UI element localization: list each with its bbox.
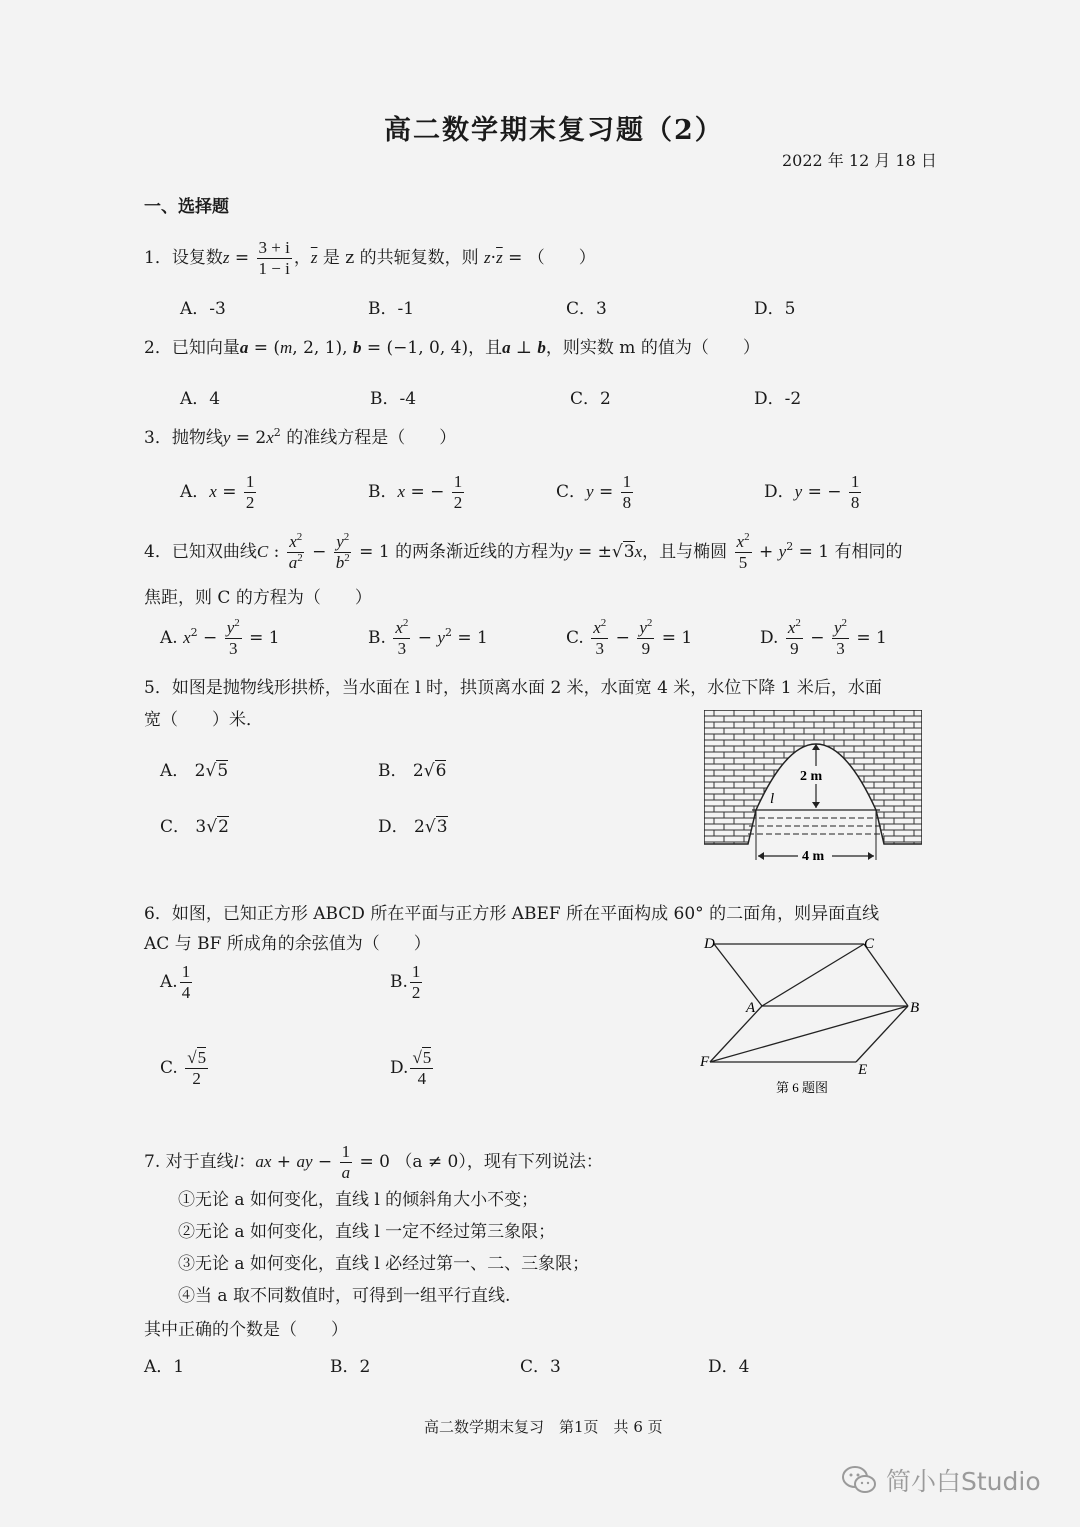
q1-option-a: A．-3	[180, 299, 226, 319]
q4-option-a: A. $x^2$ − $\frac{y^2}{3}$ = 1	[160, 617, 280, 658]
q2-option-a: A．4	[180, 389, 221, 409]
water-line-label: l	[770, 791, 775, 807]
wechat-icon	[842, 1465, 876, 1495]
q5-line2: 宽（ ）米．	[144, 710, 263, 730]
q2-option-c: C．2	[570, 389, 611, 409]
watermark	[842, 1462, 1041, 1498]
question-2: 2．已知向量a = (m, 2, 1), b = (−1, 0, 4)，且a ⊥ b，则实数 m 的值为（ ）	[144, 338, 760, 358]
q5-option-b: B． 2√6	[378, 761, 447, 781]
q7-option-b: B．2	[330, 1357, 371, 1377]
width-label: 4 m	[802, 849, 825, 860]
q4-mid: 的两条渐近线的方程为	[395, 542, 566, 562]
q5-option-a: A． 2√5	[160, 761, 229, 781]
q4-lead: 4．已知双曲线	[144, 542, 257, 562]
q2-option-d: D．-2	[754, 389, 802, 409]
q7-question: 其中正确的个数是（ ）	[144, 1320, 348, 1340]
q3-option-d: D．y = − $\frac{1}{8}$	[764, 472, 860, 512]
q2-mid: ，且	[468, 338, 503, 358]
point-b: B	[910, 1000, 920, 1016]
q6-option-b: B. $\frac{1}{2}$	[390, 962, 421, 1002]
q3-option-b: B．x = − $\frac{1}{2}$	[368, 472, 463, 512]
q7-statement-3: ③无论 a 如何变化，直线 l 必经过第一、二、三象限；	[178, 1254, 590, 1274]
q6-option-c: C. $\frac{√5}{2}$	[160, 1048, 207, 1088]
q5-option-d: D． 2√3	[378, 817, 448, 837]
q3-option-c: C．y = $\frac{1}{8}$	[556, 472, 632, 512]
q7-option-d: D．4	[708, 1357, 750, 1377]
q5-line1: 5．如图是抛物线形拱桥，当水面在 l 时，拱顶离水面 2 米，水面宽 4 米，水位下降 1 米后，水面	[144, 678, 882, 698]
q7-tail: （a ≠ 0），现有下列说法：	[395, 1152, 603, 1172]
question-3: 3．抛物线$y = 2x^2$ 的准线方程是（ ）	[144, 426, 457, 448]
q1-option-d: D．5	[754, 299, 796, 319]
q7-statement-4: ④当 a 取不同数值时，可得到一组平行直线.	[178, 1286, 511, 1306]
q5-option-c: C． 3√2	[160, 817, 229, 837]
q1-option-c: C．3	[566, 299, 607, 319]
point-c: C	[864, 936, 875, 952]
arch-bridge-figure	[704, 710, 922, 860]
q4-line2: 焦距，则 C 的方程为（ ）	[144, 588, 372, 608]
q4-option-c: C. $\frac{x^2}{3}$ − $\frac{y^2}{9}$ = 1	[566, 617, 693, 658]
q1-option-b: B．-1	[368, 299, 415, 319]
q1-lead: 1．设复数	[144, 248, 223, 268]
q4-option-d: D. $\frac{x^2}{9}$ − $\frac{y^2}{3}$ = 1	[760, 617, 887, 658]
q6-option-d: D. $\frac{√5}{4}$	[390, 1048, 432, 1088]
q6-option-a: A. $\frac{1}{4}$	[160, 962, 191, 1002]
height-label: 2 m	[800, 769, 823, 784]
point-d: D	[704, 936, 715, 952]
q7-statement-2: ②无论 a 如何变化，直线 l 一定不经过第三象限；	[178, 1222, 556, 1242]
q1-tail: （ ）	[527, 248, 596, 268]
question-1: 1．设复数z = $\frac{3 + i}{1 - i}$ ，$\overline{z}$ 是 z 的共轭复数，则 $z\cdot\overline{z}$ = （ ）	[144, 238, 596, 278]
q2-tail: ，则实数 m 的值为（ ）	[545, 338, 760, 358]
q4-option-b: B. $\frac{x^2}{3}$ − $y^2 = 1$	[368, 617, 488, 658]
exam-date: 2022 年 12 月 18 日	[782, 151, 937, 170]
page-title: 高二数学期末复习题（2）	[384, 115, 724, 146]
q3-option-a: A．x = $\frac{1}{2}$	[180, 472, 255, 512]
q3-lead: 3．抛物线	[144, 428, 223, 448]
figure-caption: 第 6 题图	[776, 1080, 829, 1095]
q2-option-b: B．-4	[370, 389, 417, 409]
q7-lead: 7. 对于直线	[144, 1152, 234, 1172]
section-heading: 一、选择题	[144, 197, 229, 217]
q2-lead: 2．已知向量	[144, 338, 240, 358]
q7-statement-1: ①无论 a 如何变化，直线 l 的倾斜角大小不变；	[178, 1190, 539, 1210]
q1-rest: 是 z 的共轭复数，则	[322, 248, 479, 268]
question-4: 4．已知双曲线C : $\frac{x^2}{a^2}$ − $\frac{y^2}{b^2}$ = 1 的两条渐近线的方程为y = ±√3x，且与椭圆 $\frac{x^2}{5}$ + $y^2 = 1$ 有相同的	[144, 531, 903, 572]
point-a: A	[746, 1000, 756, 1016]
page-footer: 高二数学期末复习 第1页 共 6 页	[424, 1418, 663, 1436]
q4-tail: 有相同的	[834, 542, 903, 562]
point-e: E	[858, 1062, 868, 1078]
q6-line1: 6．如图，已知正方形 ABCD 所在平面与正方形 ABEF 所在平面构成 60° 的二面角，则异面直线	[144, 904, 880, 924]
q3-tail: 的准线方程是（ ）	[286, 428, 457, 448]
q7-option-a: A．1	[144, 1357, 185, 1377]
q6-line2: AC 与 BF 所成角的余弦值为（ ）	[144, 934, 431, 954]
question-7: 7. 对于直线l：ax + ay − $\frac{1}{a}$ = 0 （a ≠ 0），现有下列说法：	[144, 1142, 603, 1182]
q4-mid2: ，且与椭圆	[642, 542, 728, 562]
q7-option-c: C．3	[520, 1357, 561, 1377]
watermark-text: 简小白Studio	[886, 1467, 1041, 1496]
dihedral-figure	[700, 934, 936, 1100]
point-f: F	[700, 1054, 710, 1070]
